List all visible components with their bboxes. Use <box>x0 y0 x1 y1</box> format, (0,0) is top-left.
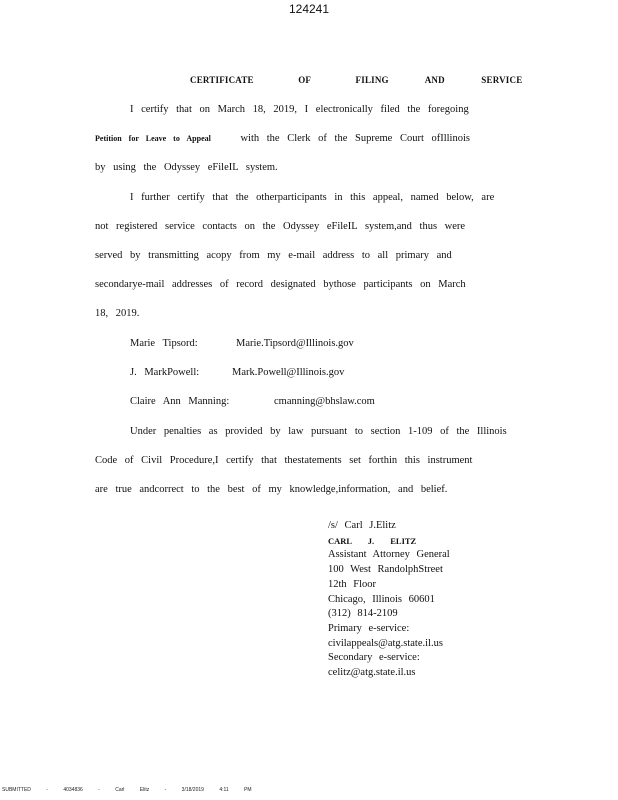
petition-title: Petition for Leave to Appeal <box>95 134 211 143</box>
paragraph3-line2: Code of Civil Procedure,I certify that thestatements set forthin this instrument <box>95 455 473 466</box>
address-line: Chicago, Illinois 60601 <box>328 593 435 605</box>
paragraph1-line2-rest: with the Clerk of the Supreme Court ofIllinois <box>240 133 470 144</box>
title-word: AND <box>424 75 445 85</box>
signer-title: Assistant Attorney General <box>328 549 450 561</box>
paragraph2-line3: served by transmitting acopy from my e-mail address to all primary and <box>95 250 452 261</box>
recipient-name: Marie Tipsord: <box>130 338 198 349</box>
recipient-name: J. MarkPowell: <box>130 367 200 378</box>
secondary-eservice-email: celitz@atg.state.il.us <box>328 667 416 679</box>
address-line: 12th Floor <box>328 578 377 590</box>
title-word: FILING <box>355 75 389 85</box>
paragraph2-line4: secondarye-mail addresses of record designated bythose participants on March <box>95 279 466 290</box>
paragraph2-line5: 18, 2019. <box>95 308 140 319</box>
certificate-title <box>190 75 560 85</box>
recipient-email: Marie.Tipsord@Illinois.gov <box>236 338 354 349</box>
recipient-email: Mark.Powell@Illinois.gov <box>232 367 345 378</box>
title-word: SERVICE <box>481 75 523 85</box>
paragraph1-line3: by using the Odyssey eFileIL system. <box>95 162 278 173</box>
address-line: 100 West RandolphStreet <box>328 564 443 576</box>
paragraph2-line1: I further certify that the otherparticipants in this appeal, named below, are <box>130 192 495 203</box>
primary-eservice-label: Primary e-service: <box>328 622 410 634</box>
title-word: CERTIFICATE <box>190 75 254 85</box>
secondary-eservice-label: Secondary e-service: <box>328 652 420 664</box>
primary-eservice-email: civilappeals@atg.state.il.us <box>328 637 443 649</box>
paragraph3-line3: are true andcorrect to the best of my knowledge,information, and belief. <box>95 484 448 495</box>
page-number: 124241 <box>288 2 330 16</box>
recipient-email: cmanning@bhslaw.com <box>274 396 375 407</box>
title-word: OF <box>298 75 312 85</box>
paragraph1-line1: I certify that on March 18, 2019, I electronically filed the foregoing <box>130 104 469 115</box>
phone-number: (312) 814-2109 <box>328 608 398 620</box>
signature-line: /s/ Carl J.Elitz <box>328 520 396 531</box>
submission-stamp: SUBMITTED - 4034836 - Carl Elitz - 3/18/2019 4:11 PM <box>2 787 252 793</box>
signature-block <box>328 519 450 681</box>
recipient-name: Claire Ann Manning: <box>130 396 230 407</box>
paragraph3-line1: Under penalties as provided by law pursuant to section 1-109 of the Illinois <box>130 426 507 437</box>
signer-name: CARL J. ELITZ <box>328 535 417 546</box>
paragraph2-line2: not registered service contacts on the Odyssey eFileIL system,and thus were <box>95 221 466 232</box>
paragraph1-line2 <box>95 133 470 144</box>
